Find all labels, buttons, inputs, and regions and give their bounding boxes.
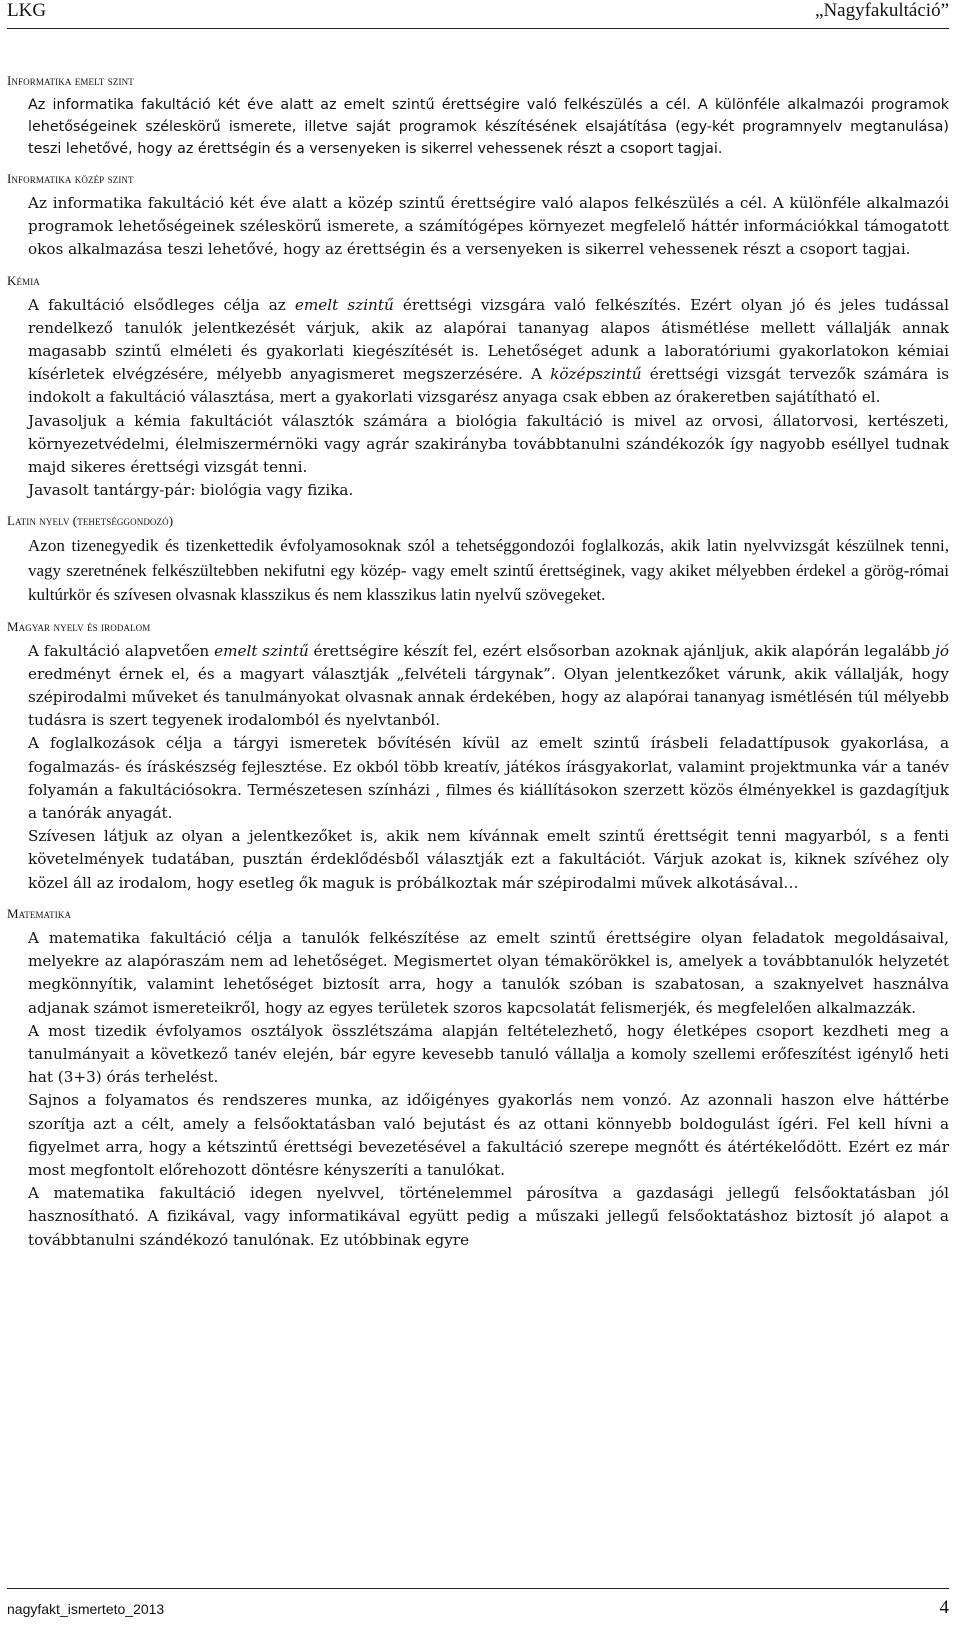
paragraph: Javasolt tantárgy-pár: biológia vagy fizika. — [28, 481, 354, 500]
footer-filename: nagyfakt_ismerteto_2013 — [7, 1601, 165, 1617]
section-matematika — [28, 927, 949, 1252]
paragraph: Az informatika fakultáció két éve alatt a közép szintű érettségire való alapos felkészülés a cél. A különféle alkalmazói programok lehetőségeinek széleskörű ismerete, a számítógépes környezet megfelelő háttér információkkal támogatott okos alkalmazása teszi lehetővé, hogy az érettségin és a versenyeken is sikerrel vehessenek részt a csoport tagjai. — [28, 194, 949, 259]
header-school: LKG — [7, 0, 47, 21]
heading-kemia: Kémia — [7, 272, 40, 288]
section-latin — [28, 534, 949, 607]
paragraph: A foglalkozások célja a tárgyi ismeretek bővítésén kívül az emelt szintű írásbeli feladattípusok gyakorlása, a fogalmazás- és íráskészség fejlesztése. Ez okból több kreatív, játékos írásgyakorlat, valamint projektmunka vár a tanév folyamán a fakultációsokra. Természetesen színházi , filmes és kiállításokon szerzett közös élményekkel is gazdagítjuk a tanórák anyagát. — [28, 734, 949, 823]
header-title: „Nagyfakultáció” — [815, 0, 949, 21]
paragraph: A matematika fakultáció idegen nyelvvel, történelemmel párosítva a gazdasági jellegű felsőoktatásban jól hasznosítható. A fizikával, vagy informatikával együtt pedig a műszaki jellegű felsőoktatáshoz biztosít jó alapot a továbbtanulni szándékozó tanulónak. Ez utóbbinak egyre — [28, 1184, 949, 1249]
paragraph: Az informatika fakultáció két éve alatt az emelt szintű érettségire való felkészülés a cél. A különféle alkalmazói programok lehetőségeinek széleskörű ismerete, illetve saját programok készítésének elsajátítása (egy-két programnyelv megtanulása) teszi lehetővé, hogy az érettségin és a versenyeken is sikerrel vehessenek részt a csoport tagjai. — [28, 97, 949, 157]
paragraph: Sajnos a folyamatos és rendszeres munka, az időigényes gyakorlás nem vonzó. Az azonnali haszon elve háttérbe szorítja azt a célt, amely a felsőoktatásban való bejutást és az ottani könnyebb boldogulást ígéri. Fel kell hívni a figyelmet arra, hogy a kétszintű érettségi bevezetésével a fakultáció szerepe megnőtt és átértékelődött. Ezért ez már most megfontolt előrehozott döntésre kényszeríti a tanulókat. — [28, 1091, 949, 1179]
paragraph: A fakultáció elsődleges célja az emelt szintű érettségi vizsgára való felkészítés. Ezért olyan jó és jeles tudással rendelkező tanulók jelentkezését várjuk, akik az alapórai tananyag alapos átismétlése mellett vállalják annak magasabb szintű elméleti és gyakorlati kiegészítését is. Lehetőséget adunk a laboratóriumi gyakorlatokon kémiai kísérletek elvégzésére, mélyebb anyagismeret megszerzésére. A középszintű érettségi vizsgát tervezők számára is indokolt a fakultáció választása, mert a gyakorlati vizsgarész anyaga csak ebben az órakeretben sajátítható el. — [28, 295, 949, 407]
heading-magyar: Magyar nyelv és irodalom — [7, 618, 151, 634]
section-informatika-kozep — [28, 192, 949, 262]
paragraph: A most tizedik évfolyamos osztályok összlétszáma alapján feltételezhető, hogy életképes csoport kezdheti meg a tanulmányait a következő tanév elején, bár egyre kevesebb tanuló vállalja a komoly szellemi erőfeszítést igénylő heti hat (3+3) órás terhelést. — [28, 1021, 949, 1087]
paragraph: A fakultáció alapvetően emelt szintű érettségire készít fel, ezért elsősorban azoknak ajánljuk, akik alapórán legalább jó eredményt érnek el, és a magyart választják „felvételi tárgynak”. Olyan jelentkezőket várunk, akik vállalják, hogy szépirodalmi műveket és tanulmányokat olvasnak annak érdekében, hogy az alapórai tananyag ismétlésén túl mélyebb tudásra is szert tegyenek irodalomból és nyelvtanból. — [28, 641, 950, 730]
page-number: 4 — [939, 1597, 949, 1618]
paragraph: Javasoljuk a kémia fakultációt választók számára a biológia fakultáció is mivel az orvosi, állatorvosi, kertészeti, környezetvédelmi, élelmiszermérnöki vagy agrár szakirányba továbbtanulni szándékozók így nagyobb eséllyel tudnak majd sikeres érettségi vizsgát tenni. — [28, 411, 949, 477]
heading-matematika: Matematika — [7, 905, 72, 921]
document-body — [7, 60, 949, 1252]
heading-informatika-emelt: Informatika emelt szint — [7, 73, 134, 88]
paragraph: Szívesen látjuk az olyan a jelentkezőket is, akik nem kívánnak emelt szintű érettségit tenni magyarból, s a fenti követelmények tudatában, pusztán érdeklődésből választják ezt a fakultációt. Várjuk azokat is, kiknek szívéhez oly közel áll az irodalom, hogy esetleg ők maguk is próbálkoztak már szépirodalmi művek alkotásával… — [28, 827, 949, 892]
page-header — [7, 0, 949, 29]
page-footer — [7, 1588, 949, 1621]
paragraph: A matematika fakultáció célja a tanulók felkészítése az emelt szintű érettségire olyan feladatok megoldásaival, melyekre az alapóraszám nem ad lehetőséget. Megismertet olyan témakörökkel is, amelyek a továbbtanulók helyzetét megkönnyítik, valamint lehetőséget biztosít arra, hogy a tanulók szóban is szabatosan, a szaknyelvet használva adjanak számot ismereteikről, hogy az egyes területek szoros kapcsolatát felismerjék, és megfelelően alkalmazzák. — [28, 928, 949, 1017]
heading-latin: Latin nyelv (tehetséggondozó) — [7, 513, 174, 529]
section-magyar — [28, 640, 949, 895]
paragraph: Azon tizenegyedik és tizenkettedik évfolyamosoknak szól a tehetséggondozói foglalkozás, akik latin nyelvvizsgát készülnek tenni, vagy szeretnének felkészültebben nekifutni egy közép- vagy emelt szintű érettséginek, vagy akiket mélyebben érdekel a görög-római kultúrkör és szívesen olvasnak klasszikus és nem klasszikus latin nyelvű szövegeket. — [28, 536, 949, 605]
heading-informatika-kozep: Informatika közép szint — [7, 171, 134, 186]
section-kemia — [28, 294, 949, 503]
section-informatika-emelt — [28, 94, 949, 160]
